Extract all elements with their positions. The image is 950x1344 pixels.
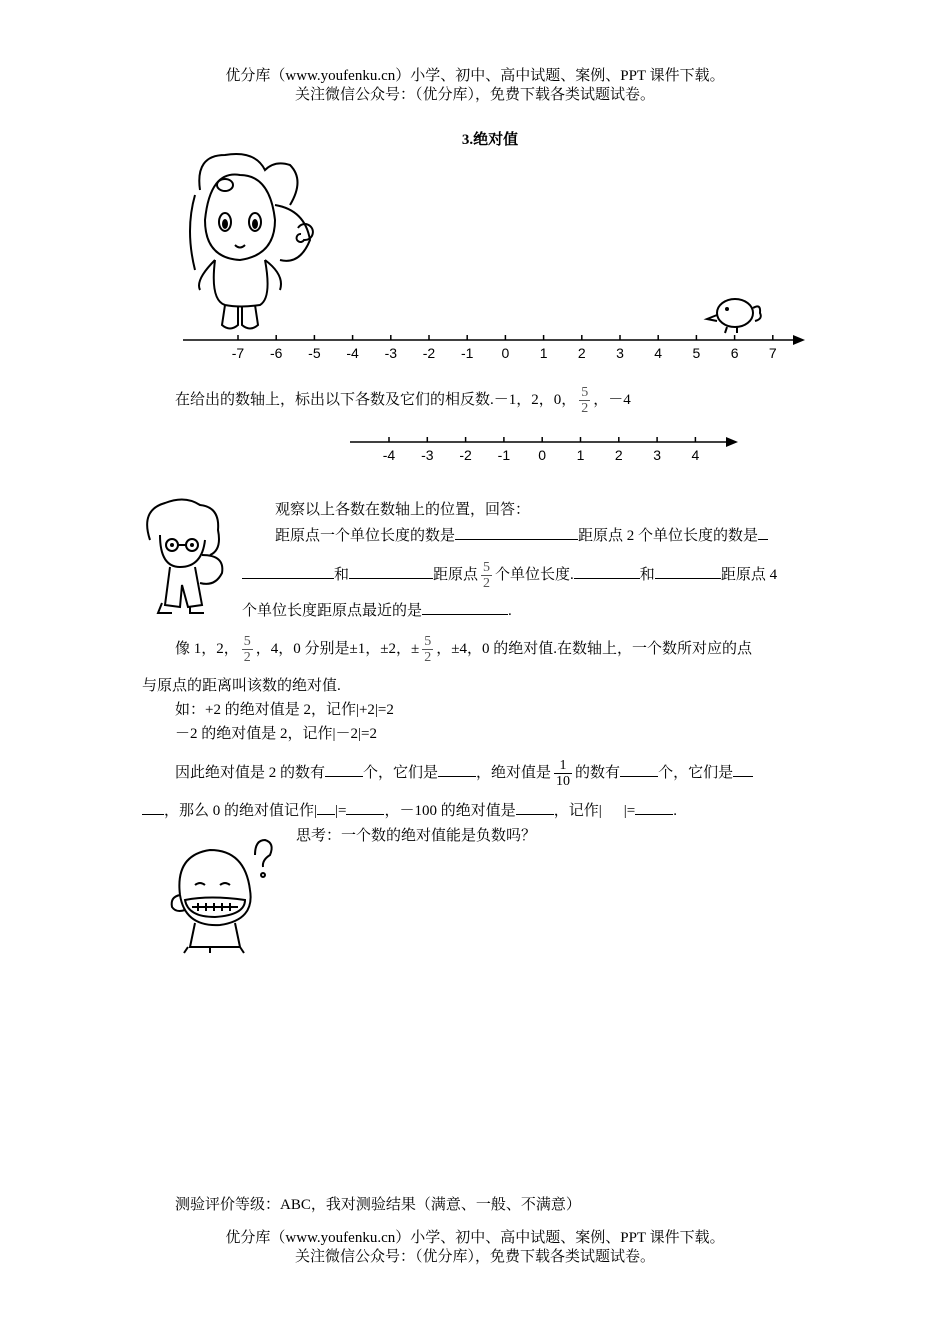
blank-5[interactable] bbox=[574, 564, 640, 579]
example-line-1: 如：+2 的绝对值是 2，记作|+2|=2 bbox=[175, 702, 394, 718]
number-line-top-tick-label: 1 bbox=[539, 345, 548, 361]
blank-15[interactable] bbox=[516, 800, 554, 815]
number-line-mid-arrow bbox=[726, 437, 738, 447]
therefore-fraction: $\frac{1}{10}$ bbox=[556, 758, 571, 789]
number-line-top-tick-label: -3 bbox=[384, 345, 398, 361]
number-line-top-tick-label: 5 bbox=[692, 345, 701, 361]
observe-fraction: $\frac{5}{2}$ bbox=[483, 560, 491, 591]
blank-14[interactable] bbox=[346, 800, 384, 815]
blank-7[interactable] bbox=[422, 600, 508, 615]
evaluation-line: 测验评价等级：ABC，我对测验结果（满意、一般、不满意） bbox=[175, 1197, 581, 1213]
girl-illustration bbox=[180, 150, 330, 335]
blank-3[interactable] bbox=[242, 564, 334, 579]
number-line-mid-tick-label: 3 bbox=[653, 447, 661, 463]
header-line-2: 关注微信公众号：（优分库），免费下载各类试题试卷。 bbox=[294, 87, 655, 103]
number-line-mid-tick-label: 0 bbox=[538, 447, 547, 463]
blank-1[interactable] bbox=[455, 525, 578, 540]
example-line-2: －2 的绝对值是 2，记作|－2|=2 bbox=[175, 726, 377, 742]
number-line-mid bbox=[0, 430, 950, 470]
thinking-boy-illustration bbox=[160, 835, 275, 955]
blank-4[interactable] bbox=[349, 564, 433, 579]
blank-6[interactable] bbox=[655, 564, 721, 579]
task-text: 在给出的数轴上，标出以下各数及它们的相反数.－1，2，0， $\frac{5}{2}$ ，－4 bbox=[175, 385, 631, 416]
bird-illustration bbox=[705, 293, 765, 333]
number-line-top-tick-label: 3 bbox=[616, 345, 624, 361]
number-line-mid-tick-label: -4 bbox=[382, 447, 396, 463]
number-line-mid-tick-label: -1 bbox=[497, 447, 511, 463]
blank-8[interactable] bbox=[325, 762, 363, 777]
number-line-mid-tick-label: -2 bbox=[459, 447, 472, 463]
observe-line-3: 和 距原点 $\frac{5}{2}$ 个单位长度. 和 距原点 4 bbox=[242, 560, 777, 591]
observe-line-2: 距原点一个单位长度的数是 距原点 2 个单位长度的数是 bbox=[275, 525, 768, 546]
header-line-1: 优分库（www.youfenku.cn）小学、初中、高中试题、案例、PPT 课件下载。 bbox=[225, 68, 725, 84]
number-line-top-tick-label: -1 bbox=[460, 345, 474, 361]
therefore-line-2: ，那么 0 的绝对值记作| |= ，－100 的绝对值是 ，记作| |= . bbox=[142, 800, 677, 821]
number-line-top-tick-label: 0 bbox=[501, 345, 510, 361]
footer-line-2: 关注微信公众号：（优分库），免费下载各类试题试卷。 bbox=[294, 1249, 655, 1265]
therefore-line-1: 因此绝对值是 2 的数有 个，它们是 ，绝对值是 $\frac{1}{10}$ 的数有 个，它们是 bbox=[175, 758, 753, 789]
task-fraction: $\frac{5}{2}$ bbox=[581, 385, 589, 416]
number-line-top-tick-label: -5 bbox=[308, 345, 321, 361]
blank-9[interactable] bbox=[438, 762, 476, 777]
number-line-top-arrow bbox=[793, 335, 805, 345]
number-line-top-tick-label: -2 bbox=[422, 345, 436, 361]
number-line-top bbox=[0, 330, 950, 370]
number-line-mid-tick-label: -3 bbox=[421, 447, 434, 463]
number-line-top-tick-label: -4 bbox=[346, 345, 359, 361]
blank-2[interactable] bbox=[758, 525, 768, 540]
number-line-top-tick-label: 4 bbox=[654, 345, 663, 361]
definition-line-2: 与原点的距离叫该数的绝对值. bbox=[142, 678, 341, 694]
blank-13[interactable] bbox=[317, 800, 335, 815]
number-line-mid-tick-label: 4 bbox=[691, 447, 700, 463]
blank-10[interactable] bbox=[620, 762, 658, 777]
number-line-mid-tick-label: 2 bbox=[614, 447, 623, 463]
blank-11[interactable] bbox=[733, 762, 753, 777]
page-title: 3.绝对值 bbox=[461, 132, 519, 148]
think-question: 思考：一个数的绝对值能是负数吗？ bbox=[296, 828, 537, 844]
definition-fraction-1: $\frac{5}{2}$ bbox=[243, 634, 251, 665]
number-line-top-tick-label: 7 bbox=[768, 345, 777, 361]
footer-line-1: 优分库（www.youfenku.cn）小学、初中、高中试题、案例、PPT 课件下载。 bbox=[225, 1230, 725, 1246]
boy-glasses-illustration bbox=[140, 495, 230, 615]
observe-line-1: 观察以上各数在数轴上的位置，回答： bbox=[275, 502, 531, 518]
number-line-top-tick-label: 6 bbox=[730, 345, 739, 361]
number-line-top-tick-label: -7 bbox=[231, 345, 245, 361]
blank-16[interactable] bbox=[635, 800, 673, 815]
observe-line-4: 个单位长度距原点最近的是 . bbox=[242, 600, 512, 621]
number-line-top-tick-label: 2 bbox=[577, 345, 586, 361]
definition-line-1: 像 1，2， $\frac{5}{2}$ ，4，0 分别是±1，±2，± $\frac{5}{2}$ ，±4，0 的绝对值.在数轴上，一个数所对应的点 bbox=[175, 634, 752, 665]
number-line-top-tick-label: -6 bbox=[269, 345, 283, 361]
definition-fraction-2: $\frac{5}{2}$ bbox=[424, 634, 432, 665]
number-line-mid-tick-label: 1 bbox=[576, 447, 585, 463]
blank-12[interactable] bbox=[142, 800, 164, 815]
